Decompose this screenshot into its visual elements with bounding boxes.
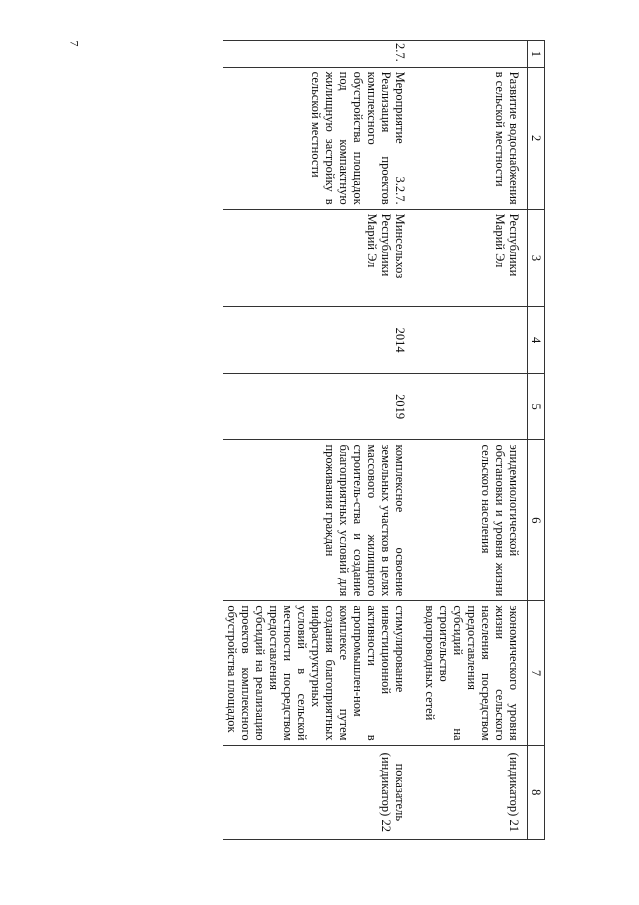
row-number [421, 41, 528, 68]
rotated-sheet [15, 40, 545, 840]
header-col-1: 1 [528, 41, 545, 68]
header-col-8: 8 [528, 745, 545, 839]
expected-result: эпидемиологической обстановки и уровня жизни сельского населения [421, 440, 528, 601]
mechanism: стимулирование инвестиционной активности в агропромышлен-ном комплексе путем создания благоприятных инфраструктурных условий в сельской местности посредством предоставления субсидий на реализацию проектов комплексного обустройства площадок [223, 601, 421, 745]
header-row [528, 41, 545, 840]
header-col-6: 6 [528, 440, 545, 601]
header-col-3: 3 [528, 209, 545, 307]
page-number: 7 [67, 40, 82, 47]
end-year [421, 373, 528, 440]
expected-result: комплексное освоение земельных участков в целях массового жилищного строитель-ства и создание благоприятных условий для проживания граждан [223, 440, 421, 601]
start-year [421, 307, 528, 374]
table-row [223, 41, 421, 840]
indicator: (индикатор) 21 [421, 745, 528, 839]
header-col-5: 5 [528, 373, 545, 440]
header-col-7: 7 [528, 601, 545, 745]
executor: Минсельхоз Республики Марий Эл [223, 209, 421, 307]
indicator: показатель (индикатор) 22 [223, 745, 421, 839]
table-row [421, 41, 528, 840]
start-year: 2014 [223, 307, 421, 374]
header-col-4: 4 [528, 307, 545, 374]
measures-table [223, 40, 545, 840]
mechanism: экономического уровня жизни сельского населения посредством предоставления субсидий на строительство водопроводных сетей [421, 601, 528, 745]
header-col-2: 2 [528, 67, 545, 209]
row-number: 2.7. [223, 41, 421, 68]
measure-name: Мероприятие 3.2.7. Реализация проектов комплексного обустройства площадок под компактную жилищную застройку в сельской местности [223, 67, 421, 209]
end-year: 2019 [223, 373, 421, 440]
measure-name: Развитие водоснабжения в сельской местности [421, 67, 528, 209]
executor: Республики Марий Эл [421, 209, 528, 307]
